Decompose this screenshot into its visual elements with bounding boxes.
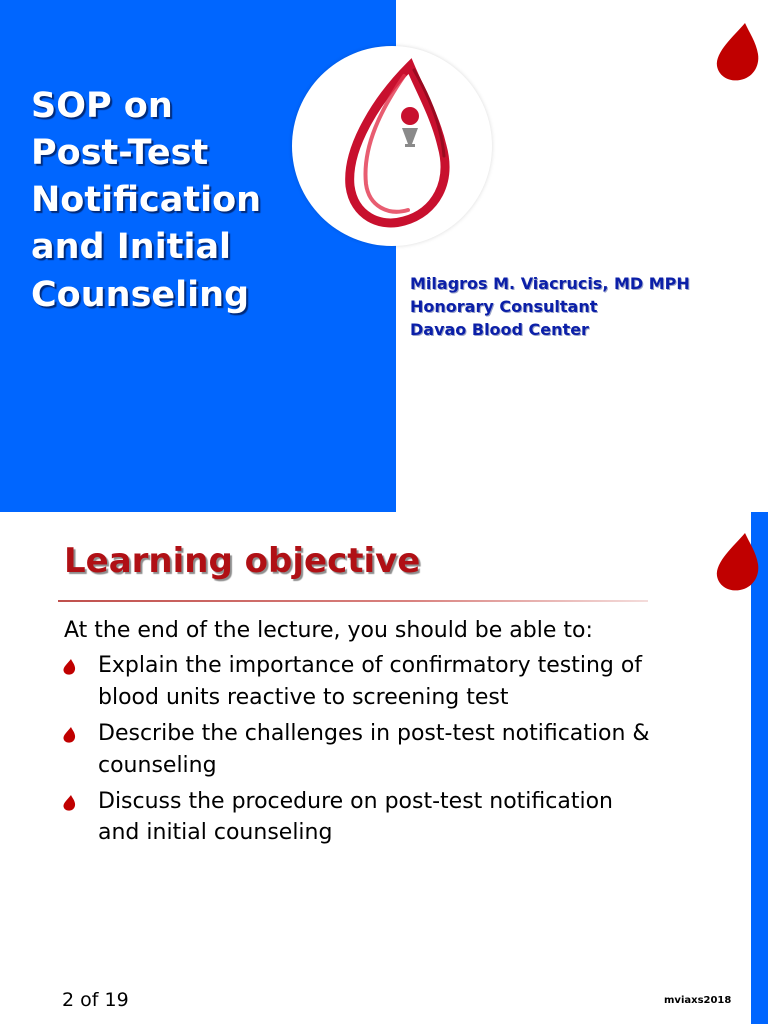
- list-item: [62, 650, 692, 714]
- page-number: 2 of 19: [62, 989, 129, 1011]
- author-position: Honorary Consultant: [410, 297, 598, 316]
- title-line-1: SOP on: [31, 86, 173, 126]
- objective-line-2: and initial counseling: [98, 820, 333, 846]
- title-line-2: Post-Test: [31, 133, 209, 173]
- blood-drop-logo-icon: [292, 46, 492, 246]
- slide-heading: Learning objective: [64, 541, 421, 581]
- bullet-drop-icon: [62, 727, 76, 743]
- logo-circle: [292, 46, 492, 246]
- bullet-drop-icon: [62, 795, 76, 811]
- title-line-4: and Initial: [31, 227, 232, 267]
- title-line-3: Notification: [31, 180, 262, 220]
- intro-text: At the end of the lecture, you should be able to:: [64, 618, 593, 643]
- objective-list: [62, 650, 692, 853]
- title-line-5: Counseling: [31, 275, 250, 315]
- blood-drop-icon: [712, 22, 762, 82]
- blood-drop-icon: [712, 532, 762, 592]
- author-organization: Davao Blood Center: [410, 320, 589, 339]
- objective-line-2: blood units reactive to screening test: [98, 684, 509, 710]
- objective-line-1: Discuss the procedure on post-test notification: [98, 788, 613, 814]
- list-item: [62, 718, 692, 782]
- objective-line-1: Explain the importance of confirmatory testing of: [98, 653, 643, 678]
- objective-line-2: counseling: [98, 752, 217, 778]
- heading-divider: [58, 600, 648, 602]
- list-item: [62, 786, 692, 850]
- author-name: Milagros M. Viacrucis, MD MPH: [410, 274, 690, 293]
- bullet-drop-icon: [62, 659, 76, 675]
- objective-line-1: Describe the challenges in post-test notification &: [98, 720, 650, 746]
- credit-text: mviaxs2018: [664, 995, 732, 1006]
- objectives-slide: [0, 512, 768, 1024]
